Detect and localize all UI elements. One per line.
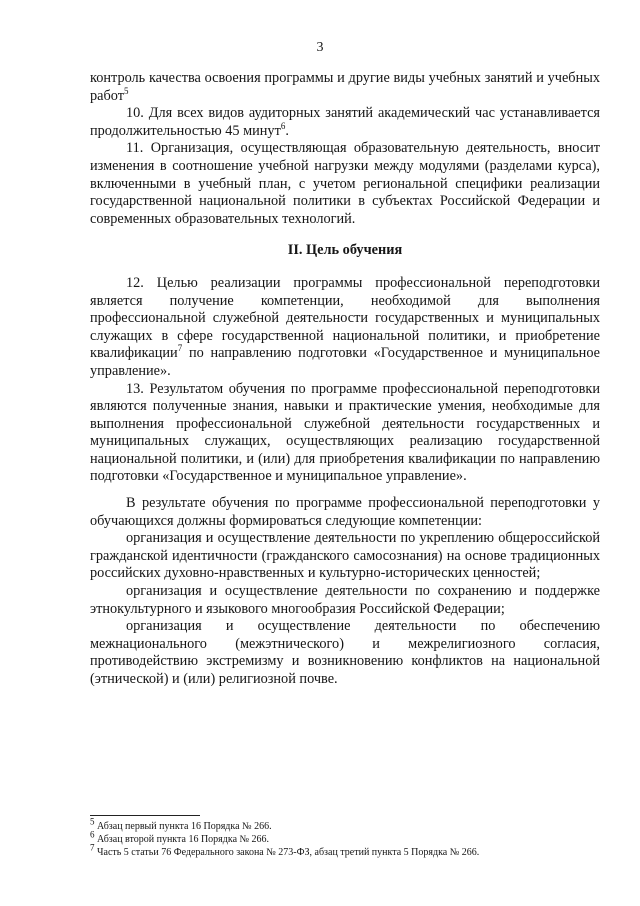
competency-item: организация и осуществление деятельности по сохранению и поддержке этнокультурного и языкового многообразия Российской Федерации; [90,583,600,617]
section-heading: II. Цель обучения [287,242,403,259]
document-body [90,70,600,689]
footnote-ref: 6 [280,121,286,132]
footnote: $^7$ Часть 5 статьи 76 Федерального закона № 273-ФЗ, абзац третий пункта 5 Порядка № 266. [90,842,480,858]
footnote: $^6$ Абзац второй пункта 16 Порядка № 266. [90,829,270,845]
competency-item: организация и осуществление деятельности по укреплению общероссийской гражданской идентичности (гражданского самосознания) на основе традиционных российских духовно-нравственных и культурно-исторических ценностей; [90,530,600,582]
paragraph: 12. Целью реализации программы профессиональной переподготовки является получение компетенции, необходимой для выполнения профессиональной служебной деятельности государственных и муниципальных служащих в сфере государственной национальной политики, и приобретение квалификации$^7$ по направлению подготовки «Государственное и муниципальное управление». [90,274,600,379]
footnote: $^5$ Абзац первый пункта 16 Порядка № 266. [90,816,272,832]
paragraph: 13. Результатом обучения по программе профессиональной переподготовки являются полученные знания, навыки и практические умения, необходимые для выполнения профессиональной служебной деятельности государственных и муниципальных служащих, осуществляющих реализацию государственной национальной политики, и (или) для приобретения квалификации по направлению подготовки «Государственное и муниципальное управление». [90,380,600,485]
footnote-ref: 5 [123,85,129,96]
footnotes [90,816,600,859]
paragraph: 11. Организация, осуществляющая образовательную деятельность, вносит изменения в соотношение учебной нагрузки между модулями (разделами курса), включенными в учебный план, с учетом региональной специфики реализации государственной национальной политики в субъектах Российской Федерации и современных образовательных технологий. [90,140,600,227]
page-number: 3 [316,40,324,55]
competency-item: организация и осуществление деятельности по обеспечению межнационального (межэтнического) и межрелигиозного согласия, противодействию экстремизму и возникновению конфликтов на национальной (этнической) и (или) религиозной почве. [90,618,600,687]
paragraph: В результате обучения по программе профессиональной переподготовки у обучающихся должны формироваться следующие компетенции: [90,495,600,529]
footnote-divider [90,815,200,816]
paragraph: контроль качества освоения программы и другие виды учебных занятий и учебных работ$^5$ [90,70,600,104]
footnote-ref: 7 [177,343,183,354]
paragraph: 10. Для всех видов аудиторных занятий академический час устанавливается продолжительностью 45 минут$^6$. [90,105,600,139]
